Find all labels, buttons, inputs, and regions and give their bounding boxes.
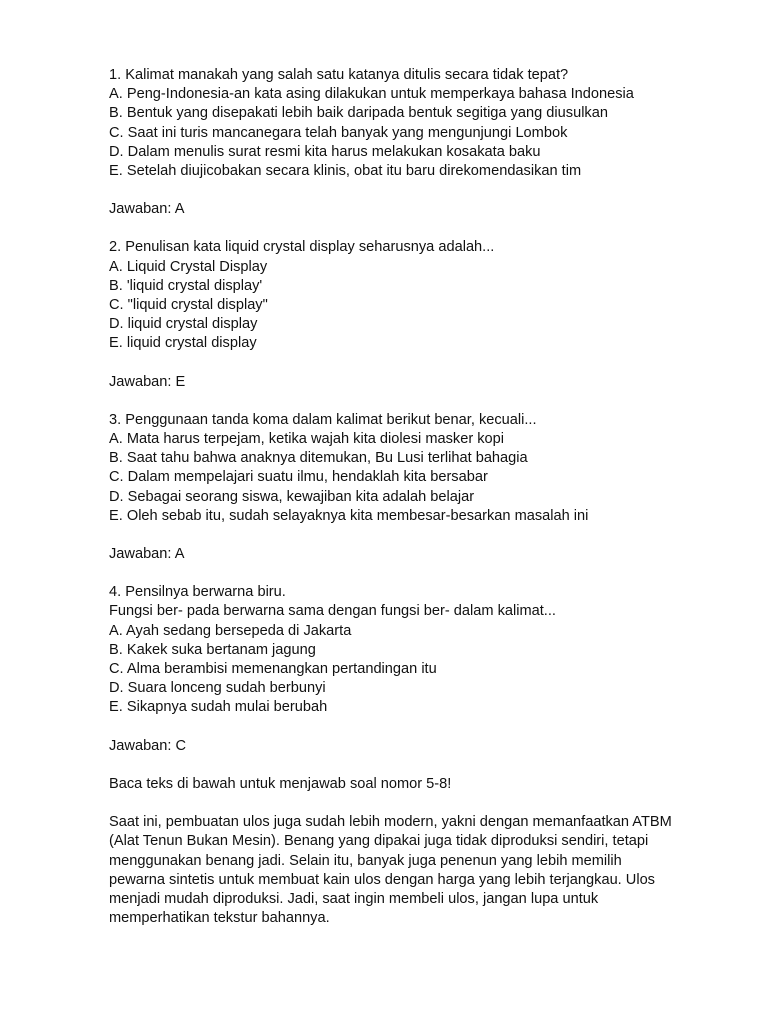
passage-line: pewarna sintetis untuk membuat kain ulos dengan harga yang lebih terjangkau. Ulos	[109, 871, 655, 888]
answer-text: Jawaban: A	[109, 546, 185, 563]
spacer	[109, 354, 729, 373]
question-block-4	[109, 583, 729, 775]
question-block-3	[109, 411, 729, 583]
option-c: C. Dalam mempelajari suatu ilmu, hendaklah kita bersabar	[109, 469, 488, 486]
option-b: B. Saat tahu bahwa anaknya ditemukan, Bu Lusi terlihat bahagia	[109, 450, 528, 467]
answer-text: Jawaban: E	[109, 373, 186, 390]
passage-line: (Alat Tenun Bukan Mesin). Benang yang dipakai juga tidak diproduksi sendiri, tetapi	[109, 833, 649, 850]
option-b: B. Bentuk yang disepakati lebih baik daripada bentuk segitiga yang diusulkan	[109, 105, 608, 122]
option-e: E. Oleh sebab itu, sudah selayaknya kita membesar-besarkan masalah ini	[109, 507, 589, 524]
passage-line: menjadi mudah diproduksi. Jadi, saat ingin membeli ulos, jangan lupa untuk	[109, 890, 599, 907]
answer-text: Jawaban: C	[109, 737, 187, 754]
question-text: 4. Pensilnya berwarna biru.	[109, 584, 286, 601]
answer-text: Jawaban: A	[109, 201, 185, 218]
passage-line: menggunakan benang jadi. Selain itu, banyak juga penenun yang lebih memilih	[109, 852, 622, 869]
option-c: C. "liquid crystal display"	[109, 297, 268, 314]
option-b: B. Kakek suka bertanam jagung	[109, 641, 316, 658]
option-a: A. Liquid Crystal Display	[109, 258, 268, 275]
question-text: 2. Penulisan kata liquid crystal display seharusnya adalah...	[109, 239, 495, 256]
spacer	[109, 526, 729, 545]
document-page	[109, 66, 729, 928]
option-d: D. Dalam menulis surat resmi kita harus melakukan kosakata baku	[109, 143, 541, 160]
option-c: C. Saat ini turis mancanegara telah banyak yang mengunjungi Lombok	[109, 124, 568, 141]
question-subtext: Fungsi ber- pada berwarna sama dengan fungsi ber- dalam kalimat...	[109, 603, 556, 620]
option-e: E. Setelah diujicobakan secara klinis, obat itu baru direkomendasikan tim	[109, 163, 582, 180]
option-a: A. Mata harus terpejam, ketika wajah kita diolesi masker kopi	[109, 431, 505, 448]
spacer	[109, 181, 729, 200]
question-block-1	[109, 66, 729, 238]
option-a: A. Ayah sedang bersepeda di Jakarta	[109, 622, 352, 639]
option-b: B. 'liquid crystal display'	[109, 277, 263, 294]
spacer	[109, 718, 729, 737]
question-text: 1. Kalimat manakah yang salah satu katanya ditulis secara tidak tepat?	[109, 67, 569, 83]
option-d: D. liquid crystal display	[109, 316, 258, 333]
option-d: D. Sebagai seorang siswa, kewajiban kita adalah belajar	[109, 488, 475, 505]
spacer	[109, 564, 729, 583]
reading-passage	[109, 813, 729, 928]
question-text: 3. Penggunaan tanda koma dalam kalimat berikut benar, kecuali...	[109, 411, 537, 428]
option-e: E. Sikapnya sudah mulai berubah	[109, 699, 328, 716]
option-c: C. Alma berambisi memenangkan pertandingan itu	[109, 661, 437, 678]
option-a: A. Peng-Indonesia-an kata asing dilakukan untuk memperkaya bahasa Indonesia	[109, 86, 634, 103]
spacer	[109, 392, 729, 411]
passage-line: memperhatikan tekstur bahannya.	[109, 910, 330, 927]
spacer	[109, 219, 729, 238]
reading-instruction: Baca teks di bawah untuk menjawab soal nomor 5-8!	[109, 775, 452, 792]
question-block-2	[109, 238, 729, 410]
spacer	[109, 756, 729, 775]
option-d: D. Suara lonceng sudah berbunyi	[109, 680, 326, 697]
passage-line: Saat ini, pembuatan ulos juga sudah lebih modern, yakni dengan memanfaatkan ATBM	[109, 814, 672, 831]
option-e: E. liquid crystal display	[109, 335, 257, 352]
spacer	[109, 794, 729, 813]
